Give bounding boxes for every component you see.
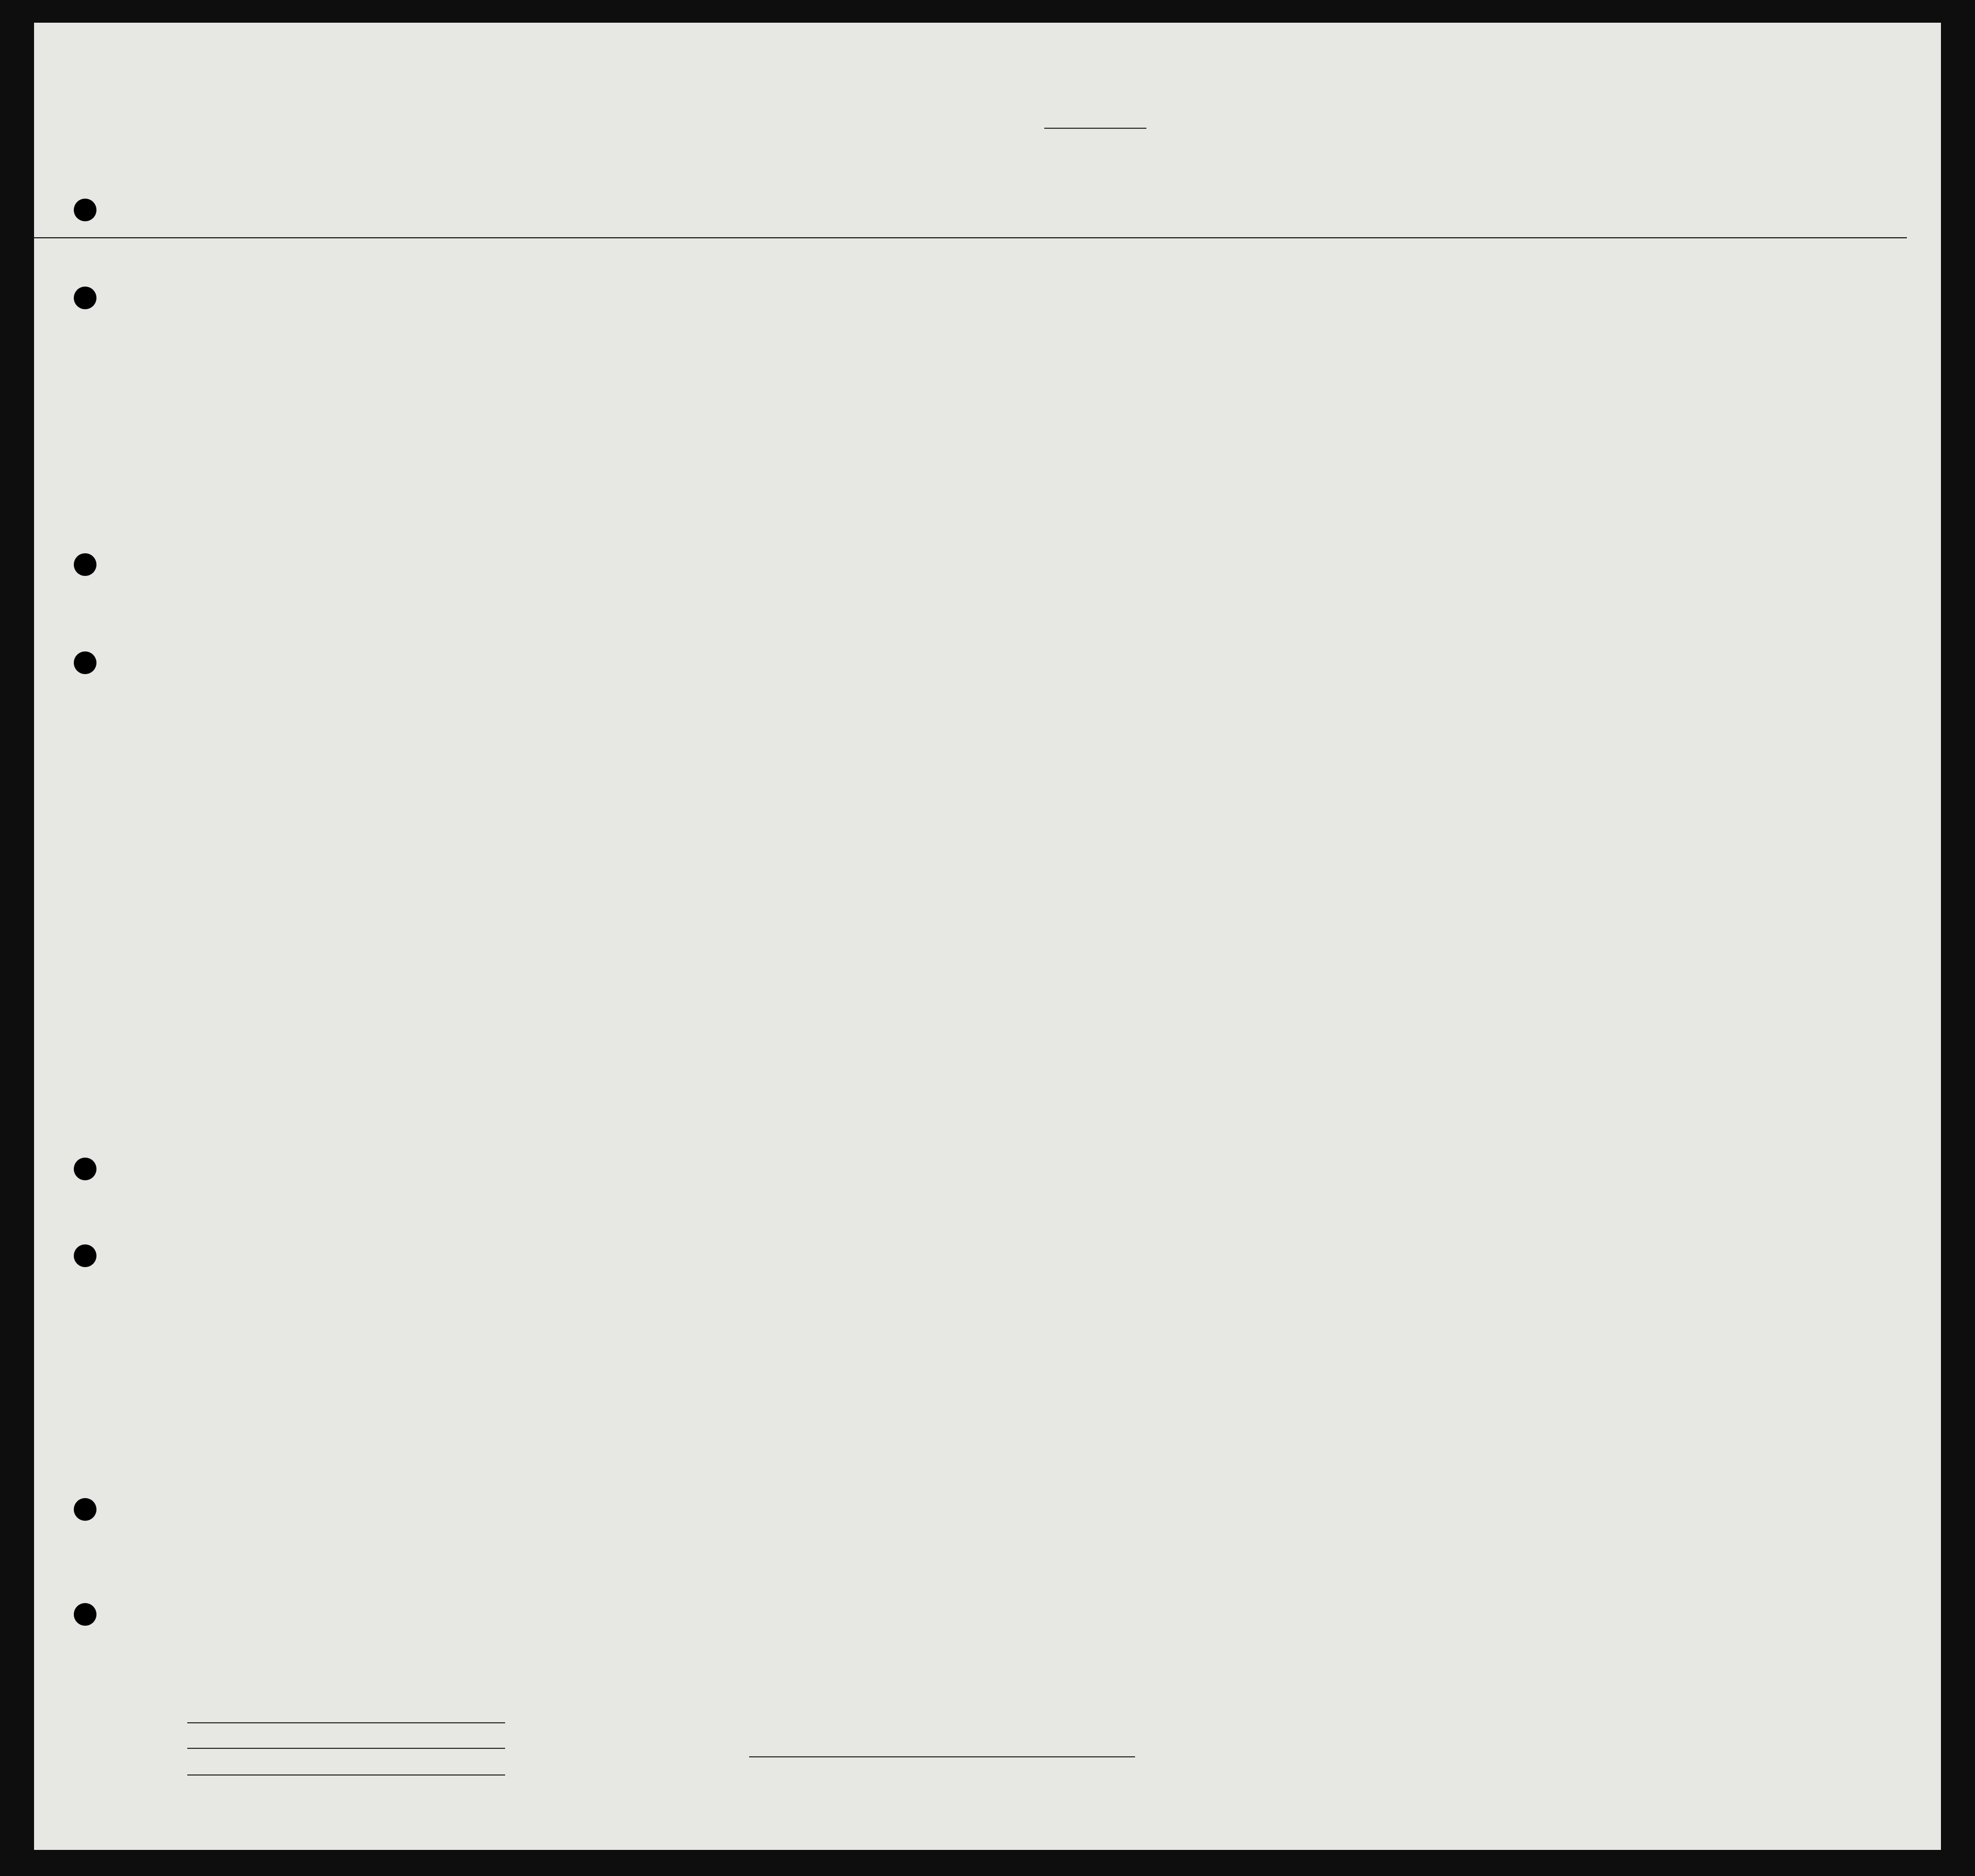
table-grid [34, 23, 1941, 1850]
binder-hole [74, 1498, 96, 1521]
agents-rule [187, 1774, 505, 1776]
owners-rule [187, 1748, 505, 1749]
binder-hole [74, 553, 96, 576]
binder-hole [74, 1244, 96, 1267]
binder-hole [74, 1603, 96, 1626]
line-rule [187, 1722, 505, 1723]
binder-hole [74, 651, 96, 674]
manifest-sheet [34, 23, 1941, 1850]
binder-hole [74, 199, 96, 221]
inspector-rule [749, 1756, 1135, 1757]
binder-hole [74, 287, 96, 309]
binder-hole [74, 1158, 96, 1180]
